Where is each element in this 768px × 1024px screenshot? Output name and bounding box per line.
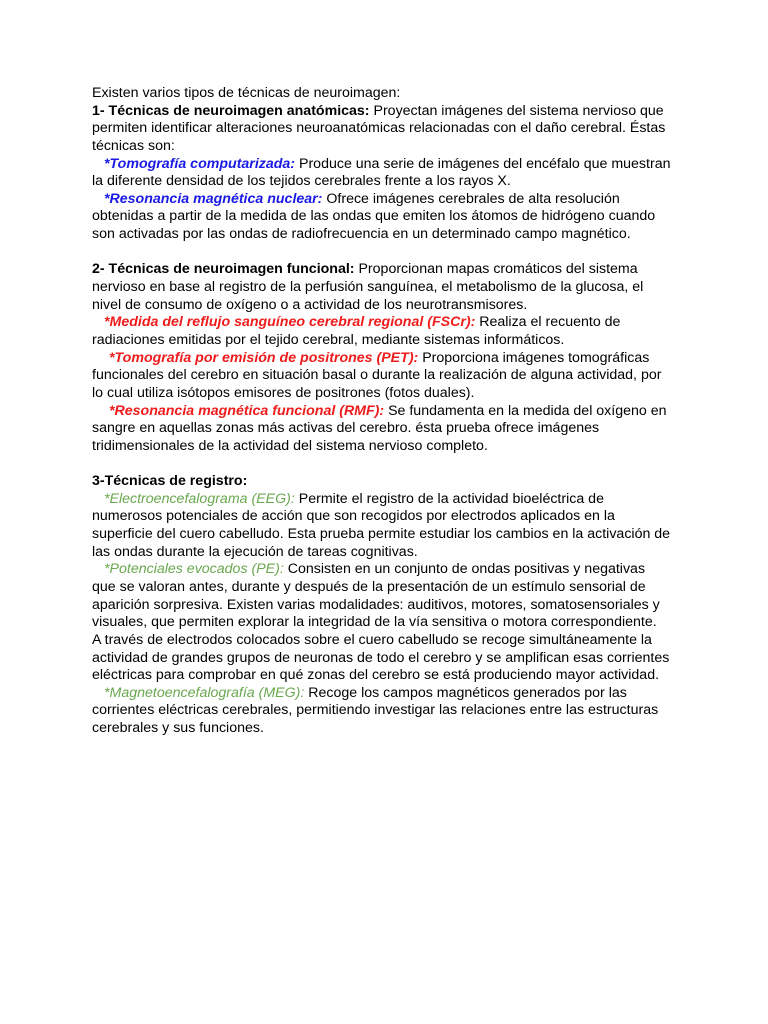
section2-text: nivel de consumo de oxígeno o a actividad de los neurotransmisores. — [92, 296, 528, 313]
section1-text: Proyectan imágenes del sistema nervioso que — [369, 102, 664, 119]
intro-text: Existen varios tipos de técnicas de neuroimagen: — [92, 85, 401, 101]
item-text: funcionales del cerebro en situación basal o durante la realización de alguna actividad, por — [92, 367, 662, 384]
term-eeg: *Electroencefalograma (EEG): — [104, 490, 295, 507]
section2-item-rmf — [92, 403, 688, 421]
section2-first-line — [92, 261, 688, 279]
item-text: corrientes eléctricas cerebrales, permitiendo investigar las relaciones entre las estructuras — [92, 702, 659, 719]
item-text: Realiza el recuento de — [475, 314, 621, 331]
item-text: visuales, que permiten explorar la integridad de la vía sensitiva o motora correspondiente. — [92, 614, 657, 631]
section3-heading-line — [92, 473, 688, 491]
section3-item-pe — [92, 561, 688, 579]
term-tomografia-computarizada: *Tomografía computarizada: — [104, 155, 296, 172]
spacer — [92, 244, 688, 262]
item-text: Consisten en un conjunto de ondas positivas y negativas — [283, 561, 646, 578]
item-text: Se fundamenta en la medida del oxígeno en — [384, 402, 667, 419]
section3-item-eeg — [92, 491, 688, 509]
section2-item-fscr — [92, 314, 688, 332]
section3-item-meg — [92, 685, 688, 703]
term-resonancia-magnetica-nuclear: *Resonancia magnética nuclear: — [104, 190, 323, 207]
item-text: la diferente densidad de los tejidos cerebrales frente a los rayos X. — [92, 173, 511, 190]
section1-item-ct — [92, 156, 688, 174]
section1-item-rmn — [92, 191, 688, 209]
item-text: superficie del cuero cabelludo. Esta prueba permite estudiar los cambios en la activación de — [92, 526, 671, 543]
section1-heading: 1- Técnicas de neuroimagen anatómicas: — [92, 102, 370, 119]
item-text: las ondas durante la ejecución de tareas cognitivas. — [92, 543, 418, 560]
item-text: tridimensionales de la actividad del sistema nervioso completo. — [92, 437, 488, 454]
item-text: Recoge los campos magnéticos generados por las — [304, 684, 627, 701]
item-text: Produce una serie de imágenes del encéfalo que muestran — [295, 155, 671, 172]
item-text: cerebrales y sus funciones. — [92, 720, 264, 737]
term-pe: *Potenciales evocados (PE): — [104, 561, 284, 578]
section3-heading: 3-Técnicas de registro: — [92, 473, 248, 490]
section1-first-line — [92, 103, 688, 121]
term-fscr: *Medida del reflujo sanguíneo cerebral regional (FSCr): — [104, 314, 476, 331]
term-rmf: *Resonancia magnética funcional (RMF): — [109, 402, 385, 419]
item-text: aparición sorpresiva. Existen varias modalidades: auditivos, motores, somatosensoriales y — [92, 596, 660, 613]
section1-text: técnicas son: — [92, 137, 175, 154]
item-text: A través de electrodos colocados sobre el cuero cabelludo se recoge simultáneamente la — [92, 631, 652, 648]
item-text: numerosos potenciales de acción que son recogidos por electrodos aplicados en la — [92, 508, 615, 525]
item-text: Proporciona imágenes tomográficas — [418, 349, 650, 366]
section1-text: permiten identificar alteraciones neuroanatómicas relacionadas con el daño cerebral. Éstas — [92, 120, 666, 137]
term-meg: *Magnetoencefalografía (MEG): — [104, 684, 305, 701]
item-text: Ofrece imágenes cerebrales de alta resolución — [322, 190, 620, 207]
section2-text: Proporcionan mapas cromáticos del sistema — [354, 261, 638, 278]
item-text: son activadas por las ondas de radiofrecuencia en un determinado campo magnético. — [92, 226, 631, 243]
item-text: actividad de grandes grupos de neuronas de todo el cerebro y se amplifican esas corrientes — [92, 649, 670, 666]
item-text: sangre en aquellas zonas más activas del cerebro. ésta prueba ofrece imágenes — [92, 420, 600, 437]
item-text: eléctricas para comprobar en qué zonas del cerebro se está produciendo mayor actividad. — [92, 667, 660, 684]
document-page — [92, 85, 688, 738]
section2-item-pet — [92, 350, 688, 368]
item-text: Permite el registro de la actividad bioeléctrica de — [294, 490, 604, 507]
item-text: lo cual utiliza isótopos emisores de positrones (fotos duales). — [92, 384, 475, 401]
spacer — [92, 455, 688, 473]
item-text: radiaciones emitidas por el tejido cerebral, mediante sistemas informáticos. — [92, 331, 565, 348]
item-text: que se valoran antes, durante y después de la presentación de un estímulo sensorial de — [92, 578, 646, 595]
section2-heading: 2- Técnicas de neuroimagen funcional: — [92, 261, 355, 278]
item-text: obtenidas a partir de la medida de las ondas que emiten los átomos de hidrógeno cuando — [92, 208, 656, 225]
section2-text: nervioso en base al registro de la perfusión sanguínea, el metabolismo de la glucosa, el — [92, 279, 644, 296]
term-pet: *Tomografía por emisión de positrones (PET): — [109, 349, 419, 366]
